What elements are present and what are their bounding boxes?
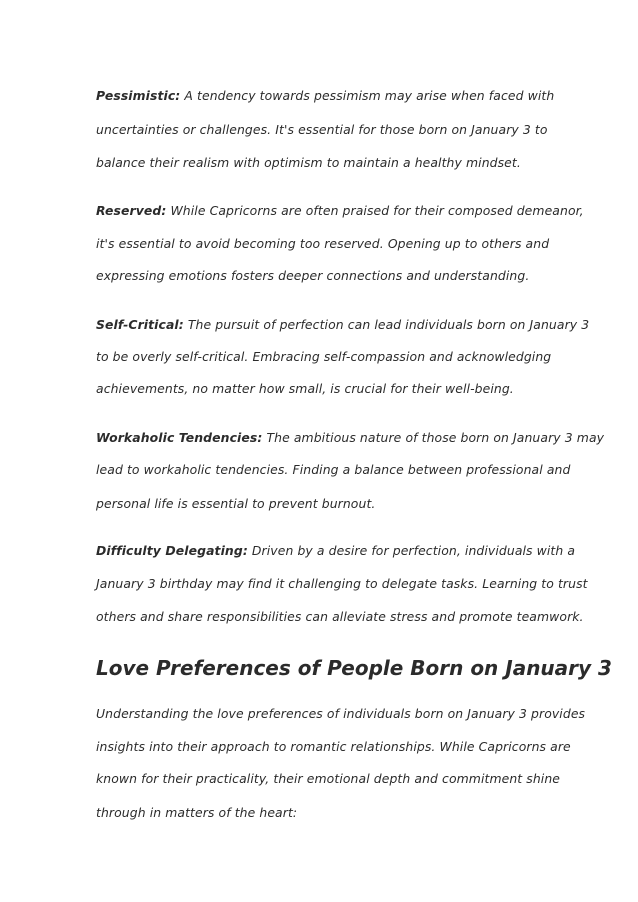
trait-text: Driven by a desire for perfection, individuals with a <box>247 543 576 558</box>
trait-self-critical-line-3: achievements, no matter how small, is crucial for their well-being. <box>96 381 514 396</box>
trait-text: While Capricorns are often praised for their composed demeanor, <box>166 203 584 218</box>
love-paragraph-line-2: insights into their approach to romantic relationships. While Capricorns are <box>96 739 571 754</box>
love-paragraph-line-1: Understanding the love preferences of individuals born on January 3 provides <box>96 706 586 721</box>
trait-term: Difficulty Delegating: <box>96 543 248 558</box>
trait-workaholic-line-2: lead to workaholic tendencies. Finding a balance between professional and <box>96 462 571 477</box>
trait-delegating-line-2: January 3 birthday may find it challenging to delegate tasks. Learning to trust <box>96 576 588 591</box>
trait-self-critical-line-2: to be overly self-critical. Embracing self-compassion and acknowledging <box>96 349 552 364</box>
trait-term: Workaholic Tendencies: <box>96 430 263 445</box>
trait-text: The pursuit of perfection can lead individuals born on January 3 <box>183 317 590 332</box>
trait-reserved-line-1 <box>96 203 584 219</box>
trait-reserved-line-2: it's essential to avoid becoming too reserved. Opening up to others and <box>96 236 550 251</box>
trait-pessimistic-line-3: balance their realism with optimism to maintain a healthy mindset. <box>96 155 521 170</box>
trait-workaholic-line-1 <box>96 430 604 446</box>
trait-term: Self-Critical: <box>96 317 184 332</box>
trait-self-critical-line-1 <box>96 317 589 333</box>
trait-delegating-line-3: others and share responsibilities can alleviate stress and promote teamwork. <box>96 609 584 624</box>
trait-delegating-line-1 <box>96 543 575 559</box>
trait-text: The ambitious nature of those born on January 3 may <box>262 430 605 445</box>
love-paragraph-line-4: through in matters of the heart: <box>96 805 298 820</box>
trait-text: A tendency towards pessimism may arise when faced with <box>180 88 555 103</box>
trait-term: Pessimistic: <box>96 88 181 103</box>
trait-pessimistic-line-2: uncertainties or challenges. It's essential for those born on January 3 to <box>96 122 548 137</box>
trait-workaholic-line-3: personal life is essential to prevent burnout. <box>96 496 376 511</box>
trait-reserved-line-3: expressing emotions fosters deeper connections and understanding. <box>96 268 530 283</box>
section-heading: Love Preferences of People Born on January 3 <box>96 656 612 680</box>
trait-pessimistic-line-1 <box>96 88 554 104</box>
trait-term: Reserved: <box>96 203 167 218</box>
love-paragraph-line-3: known for their practicality, their emotional depth and commitment shine <box>96 771 561 786</box>
